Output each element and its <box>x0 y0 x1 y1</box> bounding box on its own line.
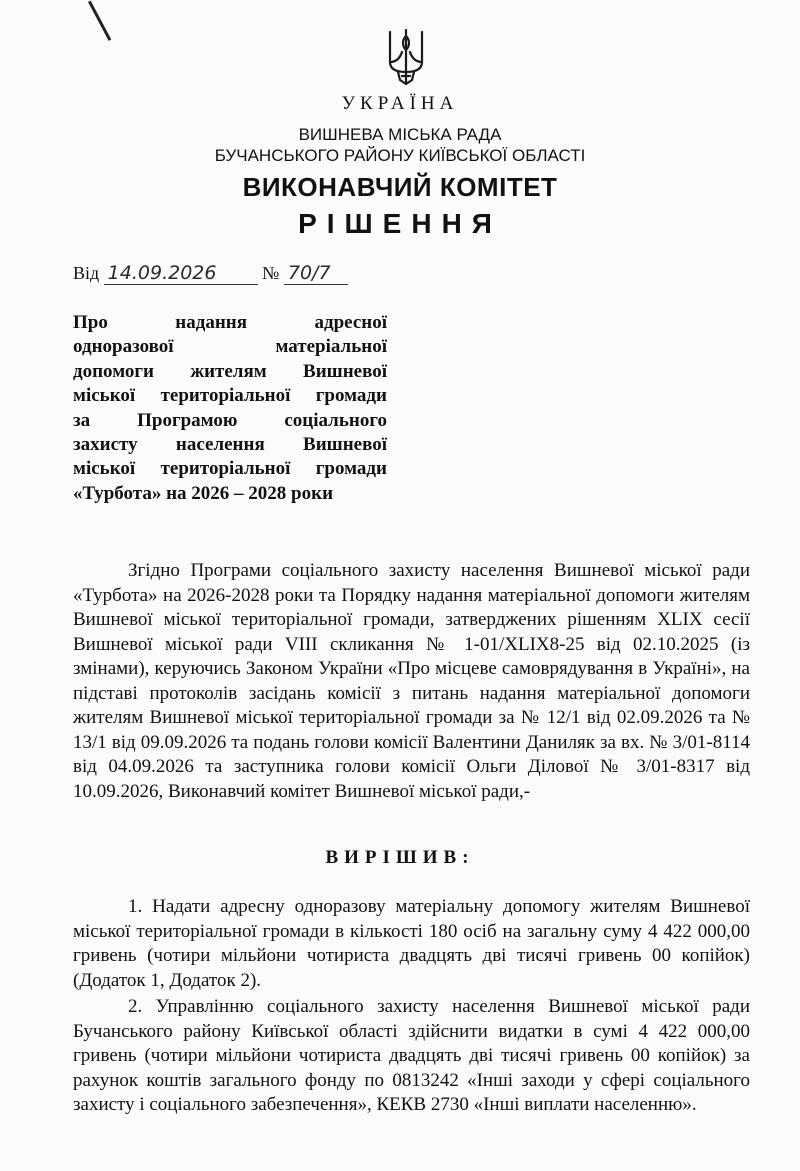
pen-stroke-mark <box>88 1 111 41</box>
preamble-paragraph: Згідно Програми соціального захисту населення Вишневої міської ради «Турбота» на 2026-2028 роки та Порядку надання матеріальної допомоги жителям Вишневої міської територіальної громади, затверджених рішенням XLIX сесії Вишневої міської ради VIII скликання № 1-01/XLIX8-25 від 02.10.2025 (із змінами), керуючись Законом України «Про місцеве самоврядування в Україні», на підставі протоколів засідань комісії з питань надання матеріальної допомоги жителям Вишневої міської територіальної громади за № 12/1 від 02.09.2026 та № 13/1 від 09.09.2026 та подань голови комісії Валентини Даниляк за вх. № 3/01-8114 від 04.09.2026 та заступника голови комісії Ольги Ділової № 3/01-8317 від 10.09.2026, Виконавчий комітет Вишневої міської ради,- <box>73 560 750 802</box>
resolution-item-1: 1. Надати адресну одноразову матеріальну допомогу жителям Вишневої міської територіальної громади в кількості 180 осіб на загальну суму 4 422 000,00 гривень (чотири мільйони чотириста двадцять дві тисячі гривень 00 копійок) (Додаток 1, Додаток 2). <box>73 896 750 991</box>
country-name: УКРАЇНА <box>341 93 459 114</box>
document-type-title: РІШЕННЯ <box>298 208 502 239</box>
subject-line: міської територіальної громади <box>73 458 387 480</box>
ukraine-trident-icon <box>386 26 426 88</box>
council-name <box>0 124 800 166</box>
subject-line: за Програмою соціального <box>73 409 387 431</box>
resolved-heading: ВИРІШИВ: <box>325 847 475 868</box>
subject-line: «Турбота» на 2026 – 2028 роки <box>73 482 334 504</box>
handwritten-number: 70/7 <box>284 262 348 285</box>
date-label: Від <box>73 263 100 283</box>
bleed-through-text <box>120 32 124 52</box>
resolution-item-2: 2. Управлінню соціального захисту населення Вишневої міської ради Бучанського району Київської області здійснити видатки в сумі 4 422 000,00 гривень (чотири мільйони чотириста двадцять дві тисячі гривень 00 копійок) за рахунок коштів загального фонду по 0813242 «Інші заходи у сфері соціального захисту і соціального забезпечення», КЕКВ 2730 «Інші виплати населенню». <box>73 996 750 1115</box>
council-region-line: БУЧАНСЬКОГО РАЙОНУ КИЇВСЬКОЇ ОБЛАСТІ <box>214 146 586 165</box>
subject-line: одноразової матеріальної <box>73 336 387 358</box>
number-label: № <box>262 263 280 283</box>
date-number-line <box>73 262 348 285</box>
subject-block <box>73 311 387 506</box>
subject-line: Про надання адресної <box>73 312 387 333</box>
subject-line: міської територіальної громади <box>73 385 387 407</box>
handwritten-date: 14.09.2026 <box>104 262 258 285</box>
subject-line: допомоги жителям Вишневої <box>73 360 387 382</box>
subject-line: захисту населення Вишневої <box>73 434 387 456</box>
council-name-line: ВИШНЕВА МІСЬКА РАДА <box>298 125 502 144</box>
committee-title: ВИКОНАВЧИЙ КОМІТЕТ <box>242 172 558 202</box>
